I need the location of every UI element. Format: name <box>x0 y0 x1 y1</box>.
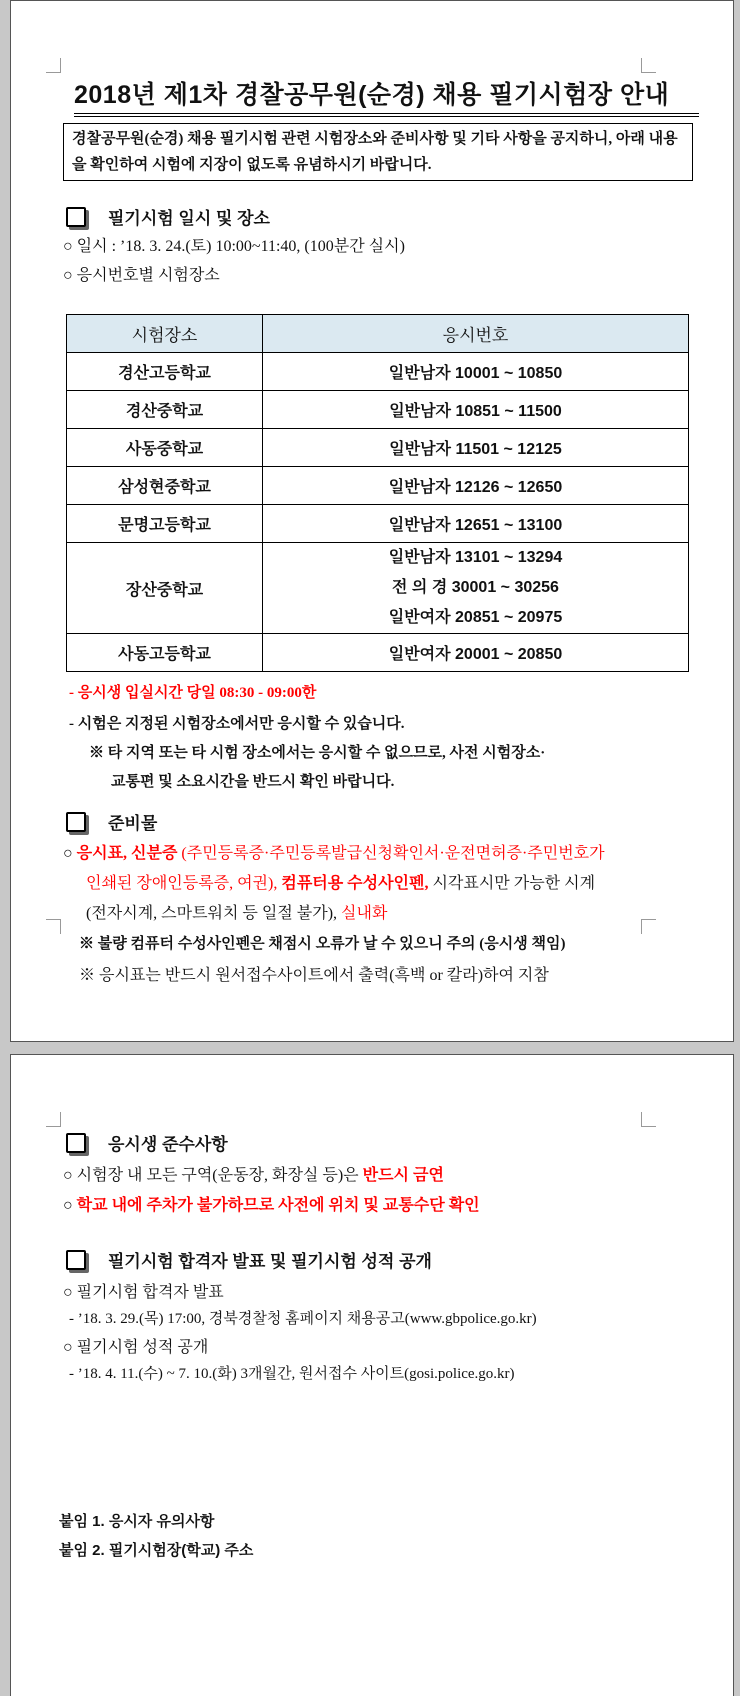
place-cell: 문명고등학교 <box>67 505 263 543</box>
numbers-cell: 일반남자 12126 ~ 12650 <box>263 467 689 505</box>
exam-date: ○ 일시 : ’18. 3. 24.(토) 10:00~11:40, (100분간 실시) <box>63 238 405 255</box>
heading-text: 응시생 준수사항 <box>108 1135 228 1154</box>
supplies-line <box>86 870 595 893</box>
table-row <box>67 353 689 391</box>
place-cell: 장산중학교 <box>67 543 263 634</box>
numbers-cell: 일반남자 12651 ~ 13100 <box>263 505 689 543</box>
venue-warning: ※ 타 지역 또는 타 시험 장소에서는 응시할 수 없으므로, 사전 시험장소· <box>89 745 546 761</box>
numbers-cell <box>263 543 689 634</box>
margin-mark <box>46 919 61 934</box>
table-row <box>67 634 689 672</box>
header-place: 시험장소 <box>67 315 263 353</box>
watch-item: 시각표시만 가능한 시계 <box>428 875 596 892</box>
venue-note: - 시험은 지정된 시험장소에서만 응시할 수 있습니다. <box>69 716 405 732</box>
checkbox-icon <box>66 812 86 832</box>
attachment-2: 붙임 2. 필기시험장(학교) 주소 <box>59 1542 254 1559</box>
checkbox-icon <box>66 1250 86 1270</box>
place-cell: 삼성현중학교 <box>67 467 263 505</box>
document-page-1 <box>10 0 734 1042</box>
supplies-line <box>86 900 387 923</box>
heading-text: 준비물 <box>108 814 158 833</box>
score-detail: - ’18. 4. 11.(수) ~ 7. 10.(화) 3개월간, 원서접수 사이트(gosi.police.go.kr) <box>69 1366 515 1382</box>
section-heading <box>66 1247 432 1272</box>
heading-text: 필기시험 일시 및 장소 <box>108 209 270 228</box>
numbers-cell: 일반여자 20001 ~ 20850 <box>263 634 689 672</box>
id-types: (주민등록증·주민등록발급신청확인서·운전면허증·주민번호가 <box>177 845 605 862</box>
rule-text: ○ 시험장 내 모든 구역(운동장, 화장실 등)은 <box>63 1167 363 1184</box>
pen-item: 컴퓨터용 수성사인펜, <box>281 875 429 892</box>
margin-mark <box>641 919 656 934</box>
section-heading <box>66 204 270 229</box>
place-cell: 경산중학교 <box>67 391 263 429</box>
venue-warning-cont: 교통편 및 소요시간을 반드시 확인 바랍니다. <box>111 774 395 790</box>
numbers-cell: 일반남자 10001 ~ 10850 <box>263 353 689 391</box>
entry-time-note: - 응시생 입실시간 당일 08:30 - 09:00한 <box>69 685 317 701</box>
table-row <box>67 429 689 467</box>
document-page-2 <box>10 1054 734 1696</box>
table-row <box>67 391 689 429</box>
number-range: 일반남자 13101 ~ 13294 <box>388 549 563 566</box>
numbers-cell: 일반남자 10851 ~ 11500 <box>263 391 689 429</box>
number-range: 일반여자 20851 ~ 20975 <box>388 609 563 626</box>
shoes-item: 실내화 <box>341 905 388 922</box>
score-label: ○ 필기시험 성적 공개 <box>63 1339 209 1356</box>
place-cell: 경산고등학교 <box>67 353 263 391</box>
section-heading <box>66 809 157 834</box>
rule-line <box>63 1192 480 1215</box>
margin-mark <box>46 58 61 73</box>
supplies-line <box>63 840 605 863</box>
document-title: 2018년 제1차 경찰공무원(순경) 채용 필기시험장 안내 <box>74 75 699 117</box>
numbers-cell: 일반남자 11501 ~ 12125 <box>263 429 689 467</box>
header-numbers: 응시번호 <box>263 315 689 353</box>
heading-text: 필기시험 합격자 발표 및 필기시험 성적 공개 <box>108 1252 432 1271</box>
attachment-1: 붙임 1. 응시자 유의사항 <box>59 1513 215 1530</box>
section-heading <box>66 1130 228 1155</box>
table-row <box>67 467 689 505</box>
checkbox-icon <box>66 207 86 227</box>
table-row <box>67 505 689 543</box>
margin-mark <box>641 1112 656 1127</box>
ticket-note: ※ 응시표는 반드시 원서접수사이트에서 출력(흑백 or 칼라)하여 지참 <box>79 967 549 984</box>
bullet: ○ <box>63 845 77 862</box>
table-row <box>67 543 689 634</box>
venue-label: ○ 응시번호별 시험장소 <box>63 267 220 284</box>
result-detail: - ’18. 3. 29.(목) 17:00, 경북경찰청 홈페이지 채용공고(www.gbpolice.go.kr) <box>69 1311 537 1327</box>
rule-emphasis: 반드시 금연 <box>362 1167 444 1184</box>
pen-warning: ※ 불량 컴퓨터 수성사인펜은 채점시 오류가 날 수 있으니 주의 (응시생 책임) <box>79 936 566 952</box>
venue-table <box>66 314 689 672</box>
required-items: 응시표, 신분증 <box>76 845 178 862</box>
rule-emphasis: 학교 내에 주차가 불가하므로 사전에 위치 및 교통수단 확인 <box>76 1197 480 1214</box>
number-range: 전 의 경 30001 ~ 30256 <box>392 579 559 596</box>
margin-mark <box>46 1112 61 1127</box>
place-cell: 사동고등학교 <box>67 634 263 672</box>
id-types: 인쇄된 장애인등록증, 여권), <box>86 875 282 892</box>
intro-box: 경찰공무원(순경) 채용 필기시험 관련 시험장소와 준비사항 및 기타 사항을 공지하니, 아래 내용을 확인하여 시험에 지장이 없도록 유념하시기 바랍니다. <box>63 123 693 181</box>
result-label: ○ 필기시험 합격자 발표 <box>63 1284 224 1301</box>
bullet: ○ <box>63 1197 77 1214</box>
checkbox-icon <box>66 1133 86 1153</box>
watch-note: (전자시계, 스마트워치 등 일절 불가), <box>86 905 342 922</box>
place-cell: 사동중학교 <box>67 429 263 467</box>
rule-line <box>63 1162 444 1185</box>
margin-mark <box>641 58 656 73</box>
